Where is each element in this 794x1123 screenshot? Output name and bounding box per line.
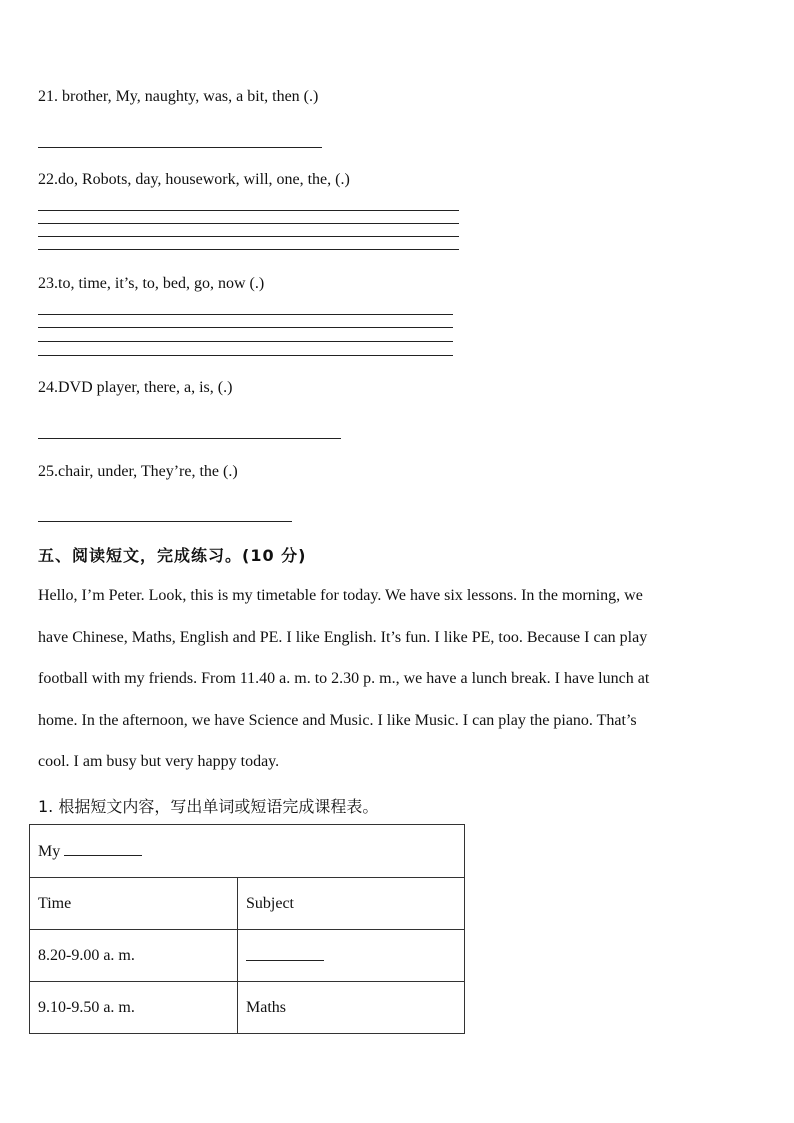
- title-blank[interactable]: [64, 841, 142, 856]
- question-words: .DVD player, there, a, is, (.): [54, 379, 233, 396]
- question-22: [38, 170, 350, 190]
- question-words: . brother, My, naughty, was, a bit, then (.): [54, 88, 319, 105]
- question-words: .chair, under, They’re, the (.): [54, 463, 238, 480]
- passage-line: home. In the afternoon, we have Science and Music. I like Music. I can play the piano. That’s: [38, 711, 637, 729]
- question-words: .do, Robots, day, housework, will, one, the, (.): [54, 171, 350, 188]
- header-subject: Subject: [238, 878, 465, 930]
- answer-line[interactable]: [38, 327, 453, 328]
- table-row: [30, 930, 465, 982]
- timetable-header-row: [30, 878, 465, 930]
- answer-line[interactable]: [38, 223, 459, 224]
- time-cell: 9.10-9.50 a. m.: [30, 982, 238, 1034]
- timetable-title-cell: [30, 825, 465, 878]
- subject-cell: Maths: [238, 982, 465, 1034]
- answer-line[interactable]: [38, 341, 453, 342]
- question-24: [38, 378, 232, 398]
- passage-line: have Chinese, Maths, English and PE. I like English. It’s fun. I like PE, too. Because I can play: [38, 628, 648, 646]
- passage-line: Hello, I’m Peter. Look, this is my timetable for today. We have six lessons. In the morning, we: [38, 587, 643, 604]
- reading-passage: [38, 575, 758, 783]
- timetable-title-prefix: My: [38, 843, 61, 860]
- answer-line[interactable]: [38, 355, 453, 356]
- subject-cell: [238, 930, 465, 982]
- task-instruction: 1. 根据短文内容，写出单词或短语完成课程表。: [38, 797, 379, 816]
- table-row: [30, 982, 465, 1034]
- timetable-title-row: [30, 825, 465, 878]
- subject-blank[interactable]: [246, 946, 324, 961]
- answer-line[interactable]: [38, 438, 341, 439]
- question-number: 22: [38, 171, 54, 188]
- question-25: [38, 462, 238, 482]
- question-number: 24: [38, 379, 54, 396]
- passage-line: cool. I am busy but very happy today.: [38, 753, 280, 771]
- question-words: .to, time, it’s, to, bed, go, now (.): [54, 275, 265, 292]
- answer-line[interactable]: [38, 236, 459, 237]
- section-title: 五、阅读短文，完成练习。(10 分): [38, 546, 307, 565]
- question-number: 25: [38, 463, 54, 480]
- answer-line[interactable]: [38, 249, 459, 250]
- time-cell: 8.20-9.00 a. m.: [30, 930, 238, 982]
- question-21: [38, 87, 318, 107]
- question-number: 21: [38, 88, 54, 105]
- passage-line: football with my friends. From 11.40 a. m. to 2.30 p. m., we have a lunch break. I have lunch at: [38, 670, 650, 688]
- answer-line[interactable]: [38, 210, 459, 211]
- answer-line[interactable]: [38, 147, 322, 148]
- answer-line[interactable]: [38, 314, 453, 315]
- timetable: [29, 824, 465, 1034]
- header-time: Time: [30, 878, 238, 930]
- question-23: [38, 274, 264, 294]
- question-number: 23: [38, 275, 54, 292]
- answer-line[interactable]: [38, 521, 292, 522]
